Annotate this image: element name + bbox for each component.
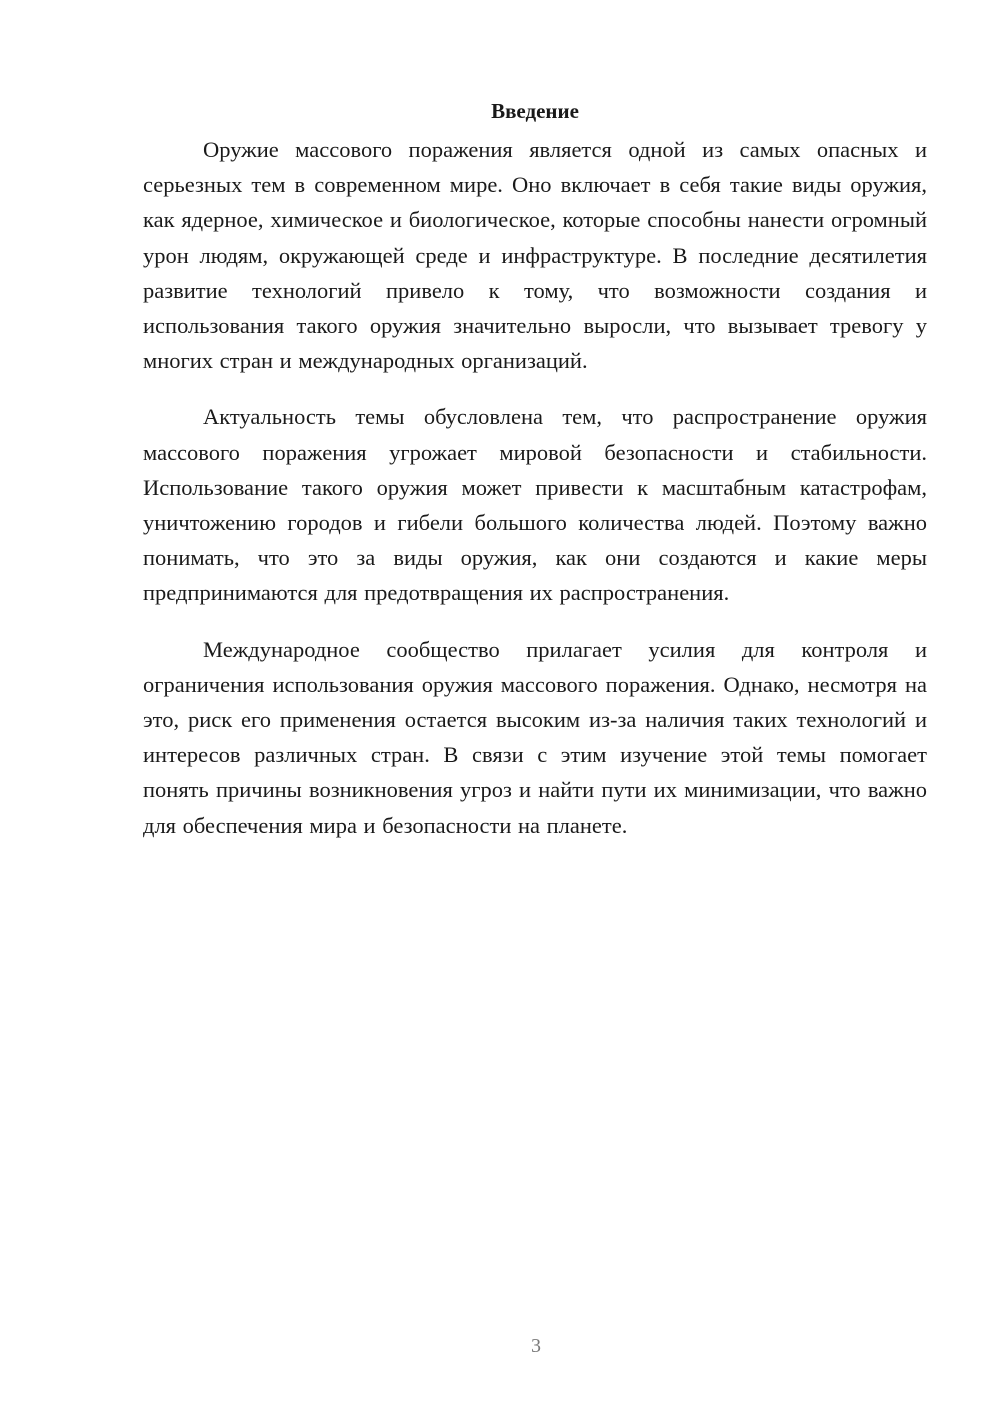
page-content [143,96,927,843]
paragraph-1: Оружие массового поражения является одной из самых опасных и серьезных тем в современном мире. Оно включает в себя такие виды оружия, как ядерное, химическое и биологическое, которые способны нанести огромный урон людям, окружающей среде и инфраструктуре. В последние десятилетия развитие технологий привело к тому, что возможности создания и использования такого оружия значительно выросли, что вызывает тревогу у многих стран и международных организаций. [143,137,927,374]
paragraph-2: Актуальность темы обусловлена тем, что распространение оружия массового поражения угрожает мировой безопасности и стабильности. Использование такого оружия может привести к масштабным катастрофам, уничтожению городов и гибели большого количества людей. Поэтому важно понимать, что это за виды оружия, как они создаются и какие меры предпринимаются для предотвращения их распространения. [143,404,927,606]
page-number: 3 [531,1335,541,1357]
paragraph-3: Международное сообщество прилагает усилия для контроля и ограничения использования оружия массового поражения. Однако, несмотря на это, риск его применения остается высоким из-за наличия таких технологий и интересов различных стран. В связи с этим изучение этой темы помогает понять причины возникновения угроз и найти пути их минимизации, что важно для обеспечения мира и безопасности на планете. [143,636,927,838]
section-title: Введение [491,99,579,123]
